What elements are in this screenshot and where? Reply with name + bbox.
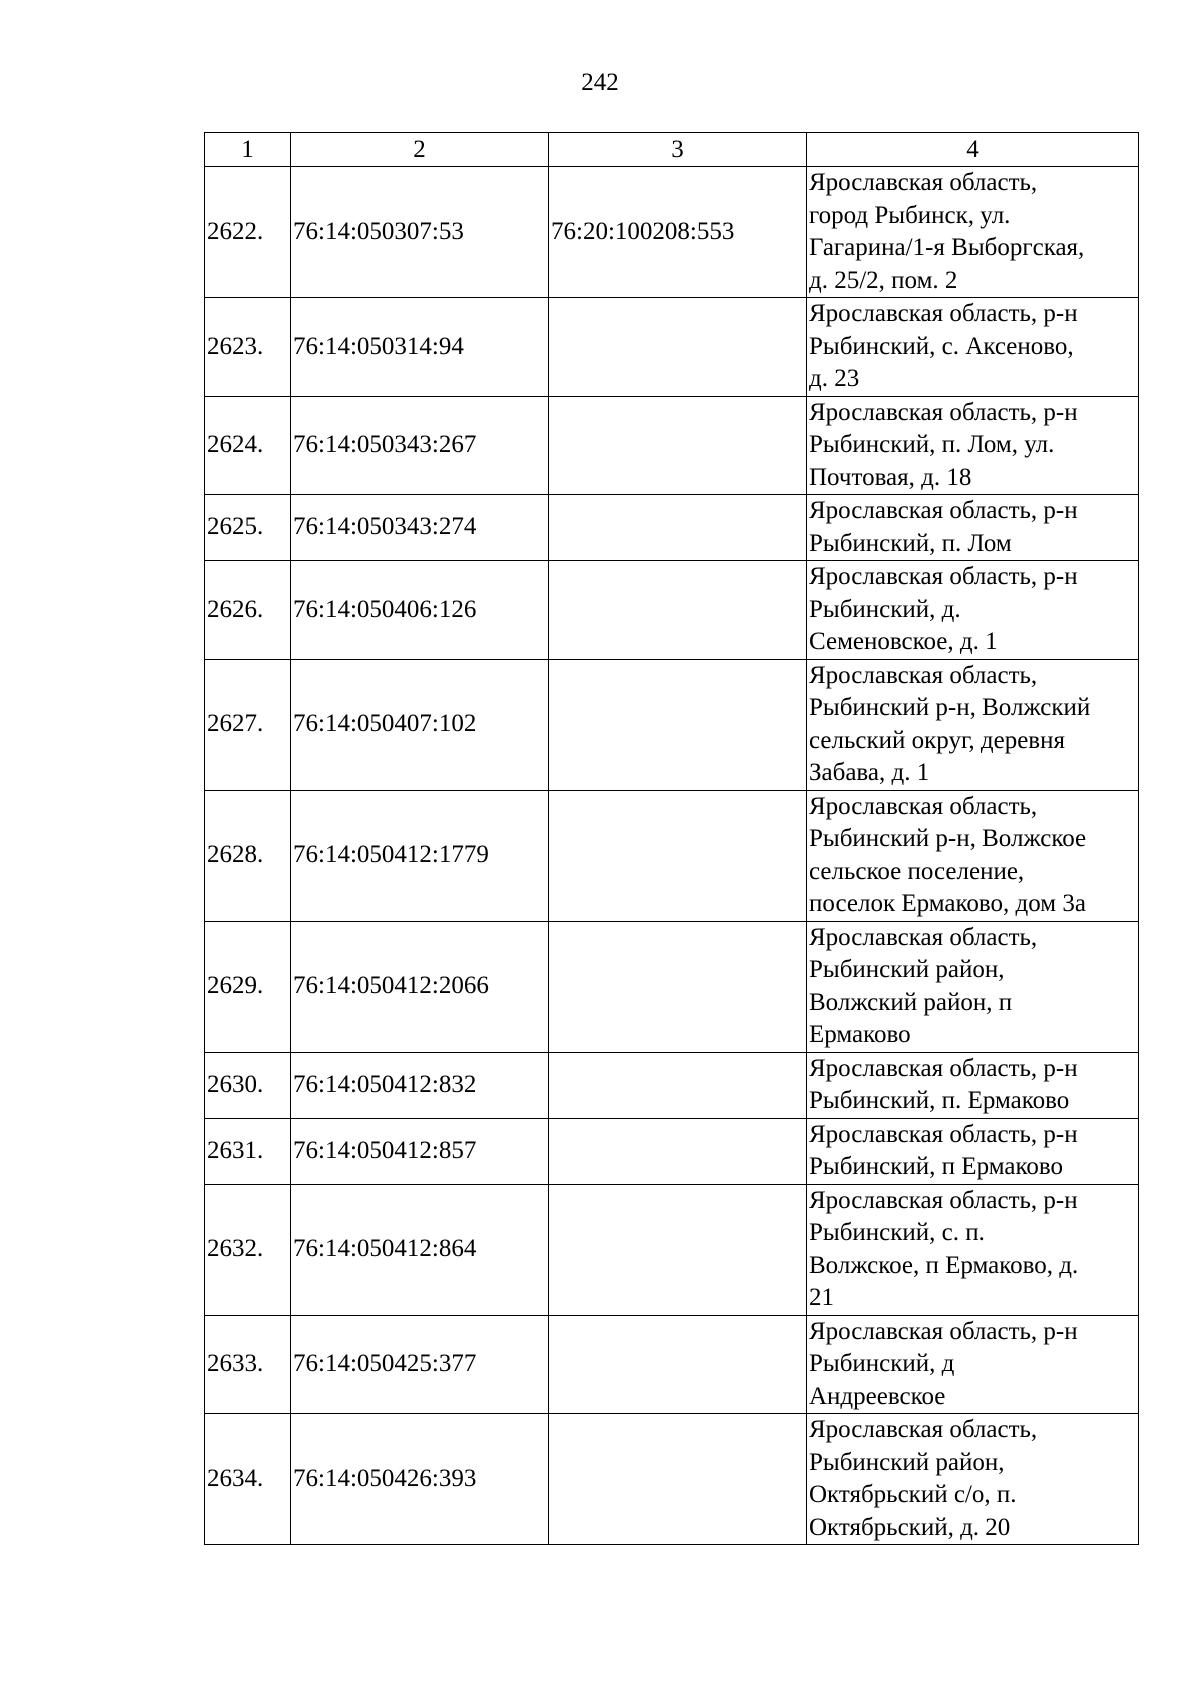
address-cell	[807, 298, 1139, 397]
row-number-cell: 2626.	[205, 561, 291, 660]
related-cadastral-number-cell	[549, 1118, 807, 1184]
related-cadastral-number-cell	[549, 1414, 807, 1545]
address-cell	[807, 1414, 1139, 1545]
column-header-2: 2	[291, 133, 549, 167]
address-text: Ярославская область, Рыбинский р-н, Волжское сельское поселение, поселок Ермаково, дом 3а	[809, 792, 1087, 917]
row-number-cell: 2630.	[205, 1052, 291, 1118]
related-cadastral-number-cell	[549, 1052, 807, 1118]
table-row	[205, 1052, 1139, 1118]
address-cell	[807, 167, 1139, 298]
address-text: Ярославская область, Рыбинский район, Волжский район, п Ермаково	[809, 923, 1038, 1048]
cadastral-number-cell: 76:14:050307:53	[291, 167, 549, 298]
column-header-3: 3	[549, 133, 807, 167]
address-cell	[807, 495, 1139, 561]
table-header	[205, 133, 1139, 167]
address-text: Ярославская область, город Рыбинск, ул. Гагарина/1-я Выборгская, д. 25/2, пом. 2	[809, 169, 1085, 294]
table-row	[205, 1118, 1139, 1184]
address-text: Ярославская область, р-н Рыбинский, с. п. Волжское, п Ермаково, д. 21	[809, 1186, 1079, 1311]
row-number-cell: 2625.	[205, 495, 291, 561]
address-cell	[807, 1052, 1139, 1118]
related-cadastral-number-cell: 76:20:100208:553	[549, 167, 807, 298]
table-row	[205, 1315, 1139, 1414]
column-header-1: 1	[205, 133, 291, 167]
address-text: Ярославская область, Рыбинский р-н, Волжский сельский округ, деревня Забава, д. 1	[809, 661, 1091, 786]
table-body	[205, 167, 1139, 1545]
cadastral-number-cell: 76:14:050425:377	[291, 1315, 549, 1414]
address-text: Ярославская область, Рыбинский район, Октябрьский с/о, п. Октябрьский, д. 20	[809, 1416, 1038, 1541]
cadastral-number-cell: 76:14:050412:1779	[291, 790, 549, 921]
address-text: Ярославская область, р-н Рыбинский, п. Ермаково	[809, 1054, 1078, 1114]
address-cell	[807, 1118, 1139, 1184]
related-cadastral-number-cell	[549, 396, 807, 495]
related-cadastral-number-cell	[549, 921, 807, 1052]
row-number-cell: 2628.	[205, 790, 291, 921]
cadastral-number-cell: 76:14:050412:832	[291, 1052, 549, 1118]
address-cell	[807, 1315, 1139, 1414]
row-number-cell: 2633.	[205, 1315, 291, 1414]
row-number-cell: 2627.	[205, 659, 291, 790]
header-row	[205, 133, 1139, 167]
table-row	[205, 790, 1139, 921]
related-cadastral-number-cell	[549, 561, 807, 660]
row-number-cell: 2631.	[205, 1118, 291, 1184]
row-number-cell: 2629.	[205, 921, 291, 1052]
related-cadastral-number-cell	[549, 790, 807, 921]
table-row	[205, 396, 1139, 495]
table-row	[205, 659, 1139, 790]
related-cadastral-number-cell	[549, 1315, 807, 1414]
cadastral-number-cell: 76:14:050343:274	[291, 495, 549, 561]
related-cadastral-number-cell	[549, 298, 807, 397]
address-text: Ярославская область, р-н Рыбинский, д Андреевское	[809, 1317, 1078, 1410]
related-cadastral-number-cell	[549, 659, 807, 790]
cadastral-number-cell: 76:14:050407:102	[291, 659, 549, 790]
cadastral-number-cell: 76:14:050406:126	[291, 561, 549, 660]
row-number-cell: 2622.	[205, 167, 291, 298]
address-text: Ярославская область, р-н Рыбинский, п. Лом	[809, 497, 1078, 557]
cadastral-number-cell: 76:14:050412:864	[291, 1184, 549, 1315]
row-number-cell: 2634.	[205, 1414, 291, 1545]
address-text: Ярославская область, р-н Рыбинский, д. Семеновское, д. 1	[809, 563, 1078, 655]
cadastral-table	[204, 132, 1139, 1545]
table-row	[205, 495, 1139, 561]
address-text: Ярославская область, р-н Рыбинский, с. Аксеново, д. 23	[809, 300, 1078, 392]
table-row	[205, 1184, 1139, 1315]
cadastral-number-cell: 76:14:050314:94	[291, 298, 549, 397]
address-cell	[807, 561, 1139, 660]
address-cell	[807, 659, 1139, 790]
table-row	[205, 921, 1139, 1052]
table-row	[205, 298, 1139, 397]
cadastral-number-cell: 76:14:050412:2066	[291, 921, 549, 1052]
table-row	[205, 561, 1139, 660]
address-cell	[807, 790, 1139, 921]
address-cell	[807, 921, 1139, 1052]
row-number-cell: 2623.	[205, 298, 291, 397]
column-header-4: 4	[807, 133, 1139, 167]
cadastral-number-cell: 76:14:050412:857	[291, 1118, 549, 1184]
table-row	[205, 167, 1139, 298]
row-number-cell: 2632.	[205, 1184, 291, 1315]
address-cell	[807, 1184, 1139, 1315]
related-cadastral-number-cell	[549, 495, 807, 561]
related-cadastral-number-cell	[549, 1184, 807, 1315]
table-row	[205, 1414, 1139, 1545]
row-number-cell: 2624.	[205, 396, 291, 495]
page-number: 242	[581, 69, 619, 96]
cadastral-number-cell: 76:14:050426:393	[291, 1414, 549, 1545]
address-text: Ярославская область, р-н Рыбинский, п Ермаково	[809, 1120, 1078, 1180]
address-text: Ярославская область, р-н Рыбинский, п. Лом, ул. Почтовая, д. 18	[809, 398, 1078, 491]
cadastral-number-cell: 76:14:050343:267	[291, 396, 549, 495]
address-cell	[807, 396, 1139, 495]
